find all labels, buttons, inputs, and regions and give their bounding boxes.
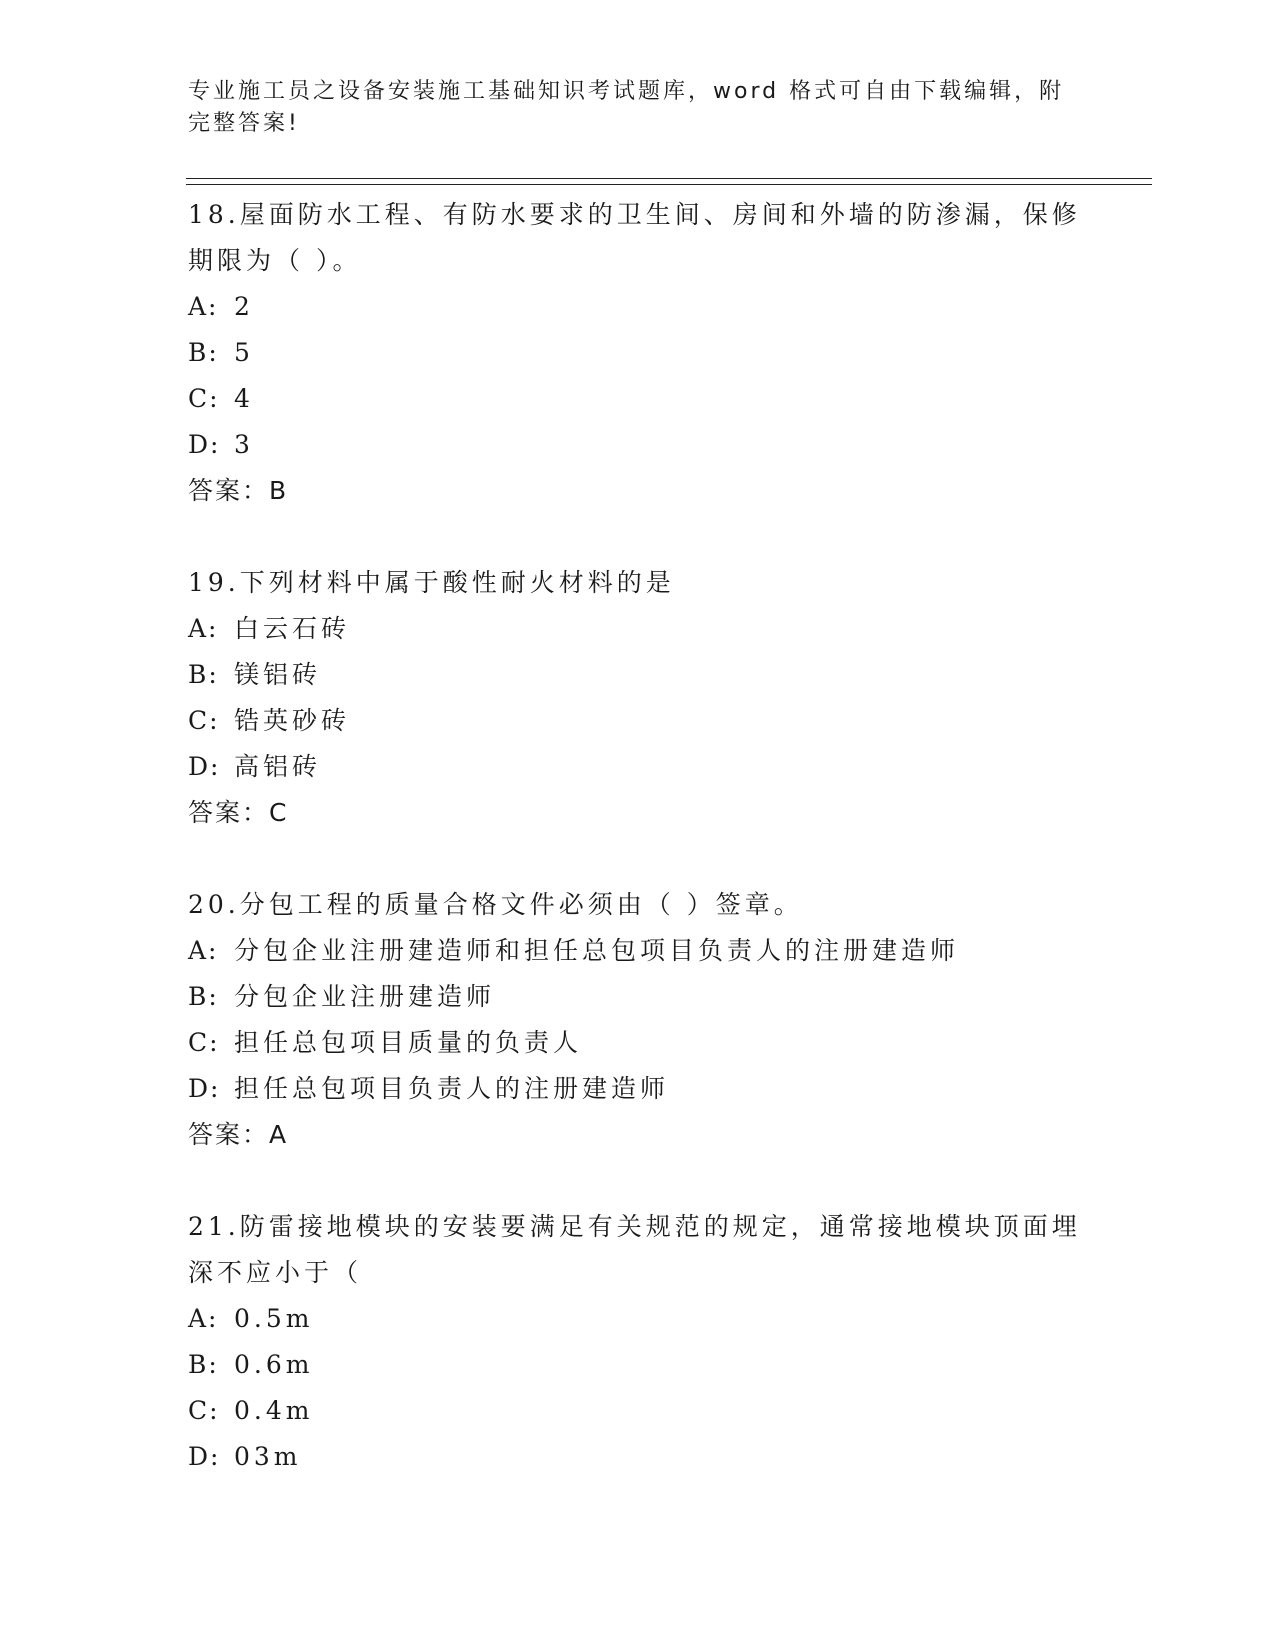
question-19	[188, 560, 1088, 836]
option-b	[188, 330, 1088, 376]
option-letter: A:	[188, 614, 219, 643]
option-text: 分包企业注册建造师	[234, 982, 496, 1011]
option-d	[188, 744, 1088, 790]
question-text: 19.下列材料中属于酸性耐火材料的是	[188, 568, 675, 597]
option-text: 4	[234, 384, 254, 413]
option-b	[188, 652, 1088, 698]
option-text: 5	[234, 338, 254, 367]
option-letter: C:	[188, 384, 220, 413]
option-c	[188, 1020, 1088, 1066]
option-a	[188, 1296, 1088, 1342]
option-a	[188, 284, 1088, 330]
option-text: 担任总包项目质量的负责人	[234, 1028, 583, 1057]
option-text: 0.4m	[234, 1396, 314, 1425]
question-20	[188, 882, 1088, 1158]
option-text: 白云石砖	[234, 614, 351, 643]
option-text: 锆英砂砖	[234, 706, 351, 735]
question-list	[188, 192, 1088, 1526]
option-letter: A:	[188, 936, 219, 965]
answer-line: 答案：C	[188, 798, 289, 827]
option-text: 分包企业注册建造师和担任总包项目负责人的注册建造师	[234, 936, 960, 965]
option-text: 0.6m	[234, 1350, 314, 1379]
option-letter: C:	[188, 1028, 220, 1057]
option-letter: C:	[188, 1396, 220, 1425]
option-letter: C:	[188, 706, 220, 735]
option-d	[188, 422, 1088, 468]
option-text: 0.5m	[234, 1304, 314, 1333]
option-c	[188, 698, 1088, 744]
option-d	[188, 1066, 1088, 1112]
option-letter: B:	[188, 982, 219, 1011]
option-c	[188, 1388, 1088, 1434]
option-text: 3	[234, 430, 254, 459]
answer-line: 答案：A	[188, 1120, 289, 1149]
option-letter: D:	[188, 1074, 221, 1103]
option-letter: A:	[188, 1304, 219, 1333]
question-text: 18.屋面防水工程、有防水要求的卫生间、房间和外墙的防渗漏，保修期限为（ ）。	[188, 200, 1081, 275]
option-letter: D:	[188, 430, 221, 459]
answer-line: 答案：B	[188, 476, 289, 505]
option-a	[188, 606, 1088, 652]
header-divider-bottom	[186, 184, 1152, 185]
option-letter: D:	[188, 1442, 221, 1471]
option-letter: B:	[188, 338, 219, 367]
question-text: 21.防雷接地模块的安装要满足有关规范的规定，通常接地模块顶面埋深不应小于（	[188, 1212, 1081, 1287]
question-21	[188, 1204, 1088, 1480]
option-text: 镁铝砖	[234, 660, 322, 689]
option-c	[188, 376, 1088, 422]
option-text: 担任总包项目负责人的注册建造师	[234, 1074, 670, 1103]
option-text: 03m	[234, 1442, 302, 1471]
option-b	[188, 974, 1088, 1020]
option-b	[188, 1342, 1088, 1388]
option-letter: B:	[188, 1350, 219, 1379]
question-text: 20.分包工程的质量合格文件必须由（ ）签章。	[188, 890, 803, 919]
option-text: 高铝砖	[234, 752, 322, 781]
header-divider-top	[186, 178, 1152, 179]
option-a	[188, 928, 1088, 974]
option-letter: D:	[188, 752, 221, 781]
option-d	[188, 1434, 1088, 1480]
question-18	[188, 192, 1088, 514]
document-header-note: 专业施工员之设备安装施工基础知识考试题库，word 格式可自由下载编辑，附完整答案!	[188, 79, 1065, 136]
option-text: 2	[234, 292, 254, 321]
option-letter: B:	[188, 660, 219, 689]
option-letter: A:	[188, 292, 219, 321]
